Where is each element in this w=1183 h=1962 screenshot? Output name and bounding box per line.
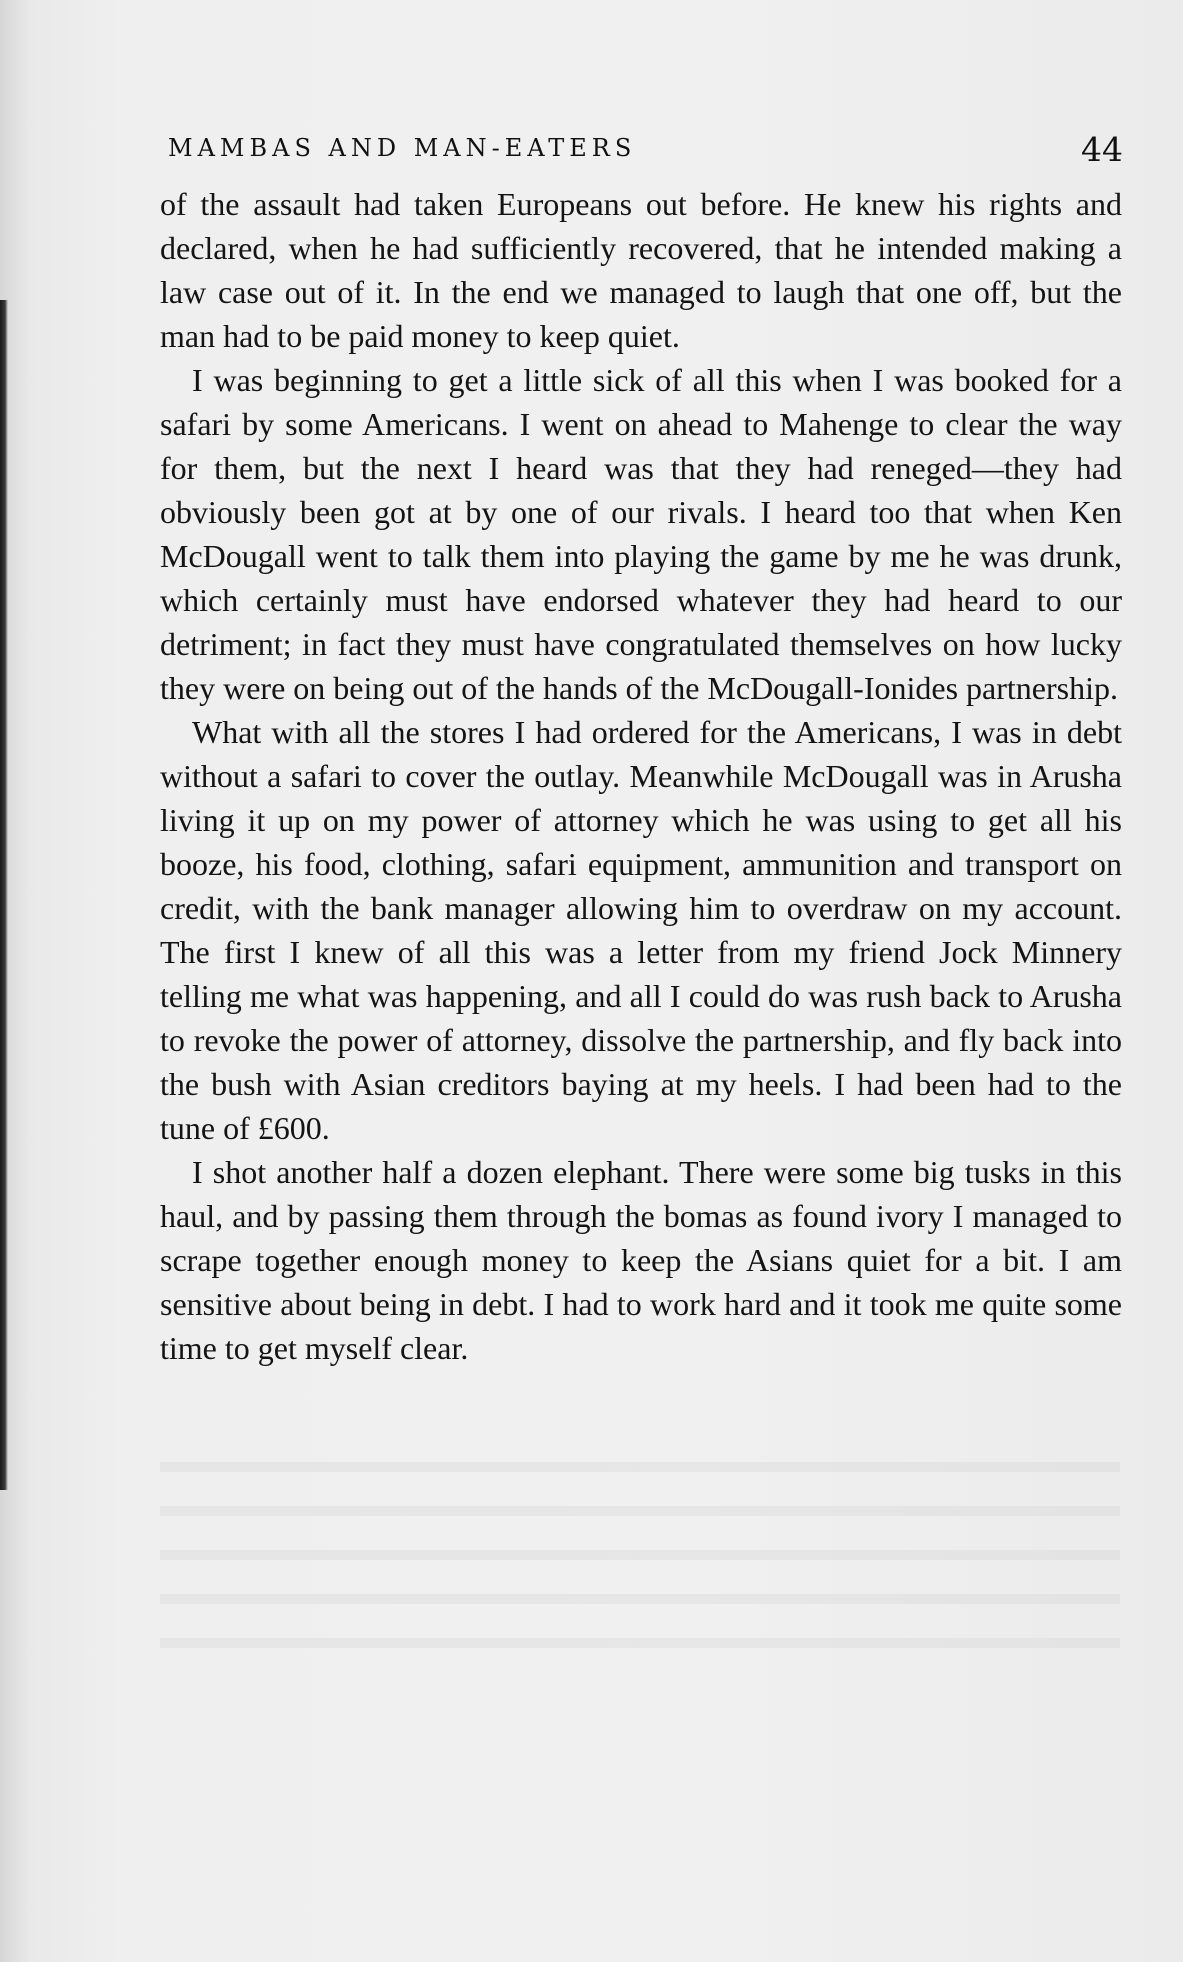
paragraph-3: What with all the stores I had ordered for the Americans, I was in debt without a safari to cover the outlay. Meanwhile McDougall was in Arusha living it up on my power of attorney which he was using to get all his booze, his food, clothing, safari equipment, ammunition and transport on credit, with the bank manager allowing him to overdraw on my account. The first I knew of all this was a letter from my friend Jock Minnery telling me what was happening, and all I could do was rush back to Arusha to revoke the power of attorney, dissolve the partnership, and fly back into the bush with Asian creditors baying at my heels. I had been had to the tune of £600. <box>160 714 1122 1146</box>
paragraph-1: of the assault had taken Europeans out before. He knew his rights and declared, when he had sufficiently recovered, that he intended making a law case out of it. In the end we managed to laugh that one off, but the man had to be paid money to keep quiet. <box>160 186 1122 354</box>
running-head: MAMBAS AND MAN-EATERS <box>168 134 637 162</box>
page-number: 44 <box>1081 130 1123 169</box>
page-header <box>168 128 1123 172</box>
body-text <box>160 182 1122 1370</box>
paragraph-4: I shot another half a dozen elephant. There were some big tusks in this haul, and by passing them through the bomas as found ivory I managed to scrape together enough money to keep the Asians quiet for a bit. I am sensitive about being in debt. I had to work hard and it took me quite some time to get myself clear. <box>160 1154 1122 1366</box>
show-through-text <box>160 1440 1120 1670</box>
paragraph-2: I was beginning to get a little sick of all this when I was booked for a safari by some Americans. I went on ahead to Mahenge to clear the way for them, but the next I heard was that they had reneged—they had obviously been got at by one of our rivals. I heard too that when Ken McDougall went to talk them into playing the game by me he was drunk, which certainly must have endorsed whatever they had heard to our detriment; in fact they must have congratulated themselves on how lucky they were on being out of the hands of the McDougall-Ionides partnership. <box>160 362 1122 706</box>
binding-shadow <box>0 300 8 1490</box>
